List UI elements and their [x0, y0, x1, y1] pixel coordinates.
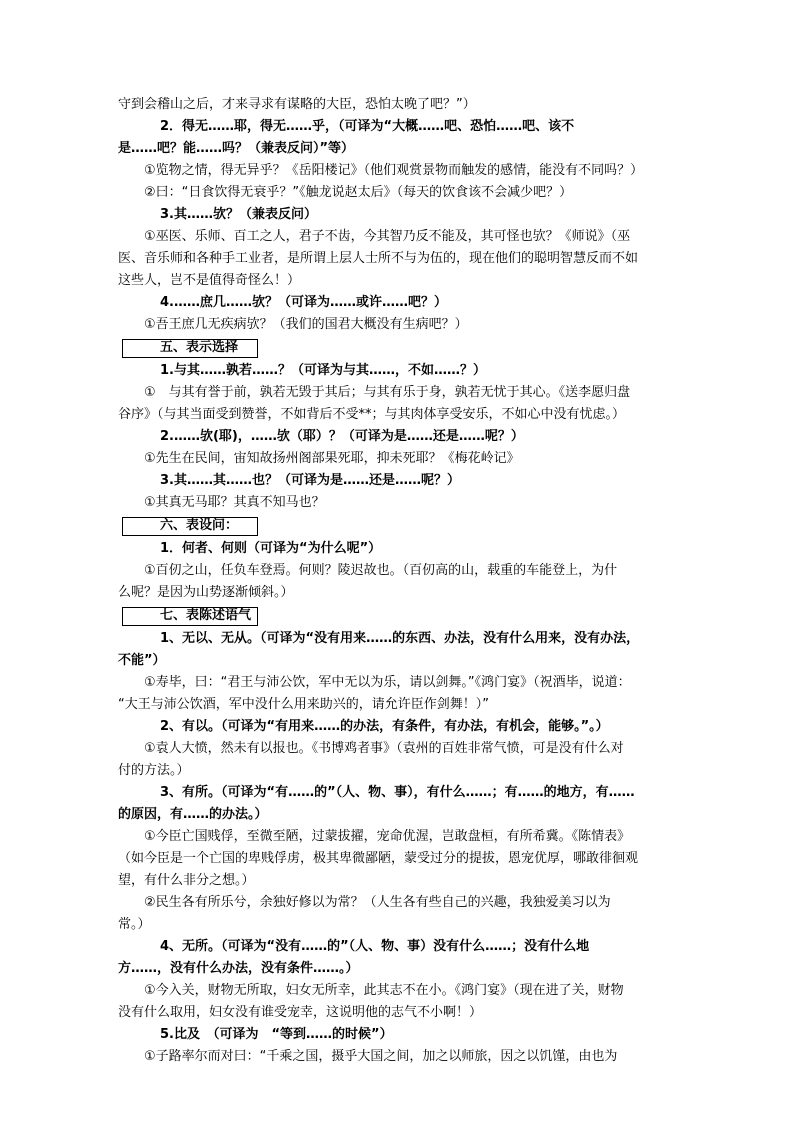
section-heading	[118, 605, 688, 627]
pattern-heading: 1.与其……孰若……？（可译为与其……，不如……？）	[160, 363, 486, 378]
text-line: ①巫医、乐师、百工之人，君子不齿，今其智乃反不能及，其可怪也欤？《师说》（巫	[144, 229, 631, 244]
pattern-heading: 是……吧？能……吗？（兼表反问）”等）	[118, 141, 355, 156]
document-page	[118, 94, 688, 1068]
text-line: 守到会稽山之后，才来寻求有谋略的大臣，恐怕太晚了吧？”）	[118, 97, 476, 112]
text-line: ①百仞之山，任负车登焉。何则？陵迟故也。（百仞高的山，载重的车能登上，为什	[144, 563, 618, 578]
text-line: （如今臣是一个亡国的卑贱俘虏，极其卑微鄙陋，蒙受过分的提拔，恩宠优厚，哪敢徘徊观	[118, 851, 639, 866]
pattern-heading: 的原因，有……的办法。）	[118, 807, 268, 822]
section-heading	[118, 337, 688, 359]
section-heading-text: 五、表示选择	[160, 340, 239, 355]
text-line: ①其真无马耶？其真不知马也？	[144, 495, 325, 510]
section-heading-text: 七、表陈述语气	[160, 608, 252, 623]
text-line: 么呢？是因为山势逐渐倾斜。）	[118, 585, 294, 600]
text-line: ①览物之情，得无异乎？《岳阳楼记》（他们观赏景物而触发的感情，能没有不同吗？）	[144, 163, 644, 178]
pattern-heading: 方……，没有什么办法，没有条件……。）	[118, 961, 359, 976]
text-line: “大王与沛公饮酒，军中没什么用来助兴的，请允许臣作剑舞！）”	[118, 697, 489, 712]
pattern-heading: 5.比及 （可译为 “等到……的时候”）	[160, 1027, 393, 1042]
text-line: ①先生在民间，宙知故扬州阁部果死耶，抑未死耶？《梅花岭记》	[144, 451, 520, 466]
text-line: 谷序》（与其当面受到赞誉，不如背后不受**；与其肉体享受安乐，不如心中没有忧虑。）	[118, 407, 626, 422]
pattern-heading: 4、无所。（可译为“没有……的”（人、物、事）没有什么……；没有什么地	[160, 939, 590, 954]
section-heading-text: 六、表设问：	[160, 518, 239, 533]
text-line: 望，有什么非分之想。）	[118, 873, 255, 888]
text-line: ①今臣亡国贱俘，至微至陋，过蒙拔擢，宠命优渥，岂敢盘桓，有所希冀。《陈情表》	[144, 829, 631, 844]
pattern-heading: 3.其……欤？（兼表反问）	[160, 207, 317, 222]
pattern-heading: 1、无以、无从。（可译为“没有用来……的东西、办法，没有什么用来，没有办法，	[160, 631, 640, 646]
pattern-heading: 3、有所。（可译为“有……的”（人、物、事），有什么……；有……的地方，有……	[160, 785, 635, 800]
text-line: ①袁人大愤，然未有以报也。《书博鸡者事》（袁州的百姓非常气愤，可是没有什么对	[144, 741, 624, 756]
text-line: ①吾王庶几无疾病欤？（我们的国君大概没有生病吧？）	[144, 317, 468, 332]
text-line: 没有什么取用，妇女没有谁受宠幸，这说明他的志气不小啊！）	[118, 1005, 483, 1020]
text-line: ②曰：“日食饮得无衰乎？”《触龙说赵太后》（每天的饮食该不会减少吧？）	[144, 185, 573, 200]
text-line: ②民生各有所乐兮，余独好修以为常？（人生各有些自己的兴趣，我独爱美习以为	[144, 895, 611, 910]
text-line: ①寿毕，曰：“君王与沛公饮，军中无以为乐，请以剑舞。”《鸿门宴》（祝酒毕，说道：	[144, 675, 631, 690]
pattern-heading: 不能”）	[118, 653, 166, 668]
pattern-heading: 2．得无……耶，得无……乎，（可译为“大概……吧、恐怕……吧、该不	[160, 119, 575, 134]
pattern-heading: 1．何者、何则（可译为“为什么呢”）	[160, 541, 382, 556]
text-line: 医、音乐师和各种手工业者，是所谓上层人士所不与为伍的，现在他们的聪明智慧反而不如	[118, 251, 639, 266]
text-line: ①今入关，财物无所取，妇女无所幸，此其志不在小。《鸿门宴》（现在进了关，财物	[144, 983, 624, 998]
text-line: ①子路率尔而对曰：“千乘之国，摄乎大国之间，加之以师旅，因之以饥馑，由也为	[144, 1049, 618, 1064]
pattern-heading: 4.……庶几……欤？（可译为……或许……吧？）	[160, 295, 447, 310]
section-heading	[118, 515, 688, 537]
text-line: 常。）	[118, 917, 151, 932]
pattern-heading: 3.其……其……也？（可译为是……还是……呢？）	[160, 473, 460, 488]
text-line: ① 与其有誉于前，孰若无毁于其后；与其有乐于身，孰若无忧于其心。《送李愿归盘	[144, 385, 631, 400]
text-line: 这些人，岂不是值得奇怪么！）	[118, 273, 301, 288]
text-line: 付的方法。）	[118, 763, 190, 778]
pattern-heading: 2.……欤(耶)，……欤（耶）？（可译为是……还是……呢？）	[160, 429, 524, 444]
pattern-heading: 2、有以。（可译为“有用来……的办法，有条件，有办法，有机会，能够。”。）	[160, 719, 609, 734]
